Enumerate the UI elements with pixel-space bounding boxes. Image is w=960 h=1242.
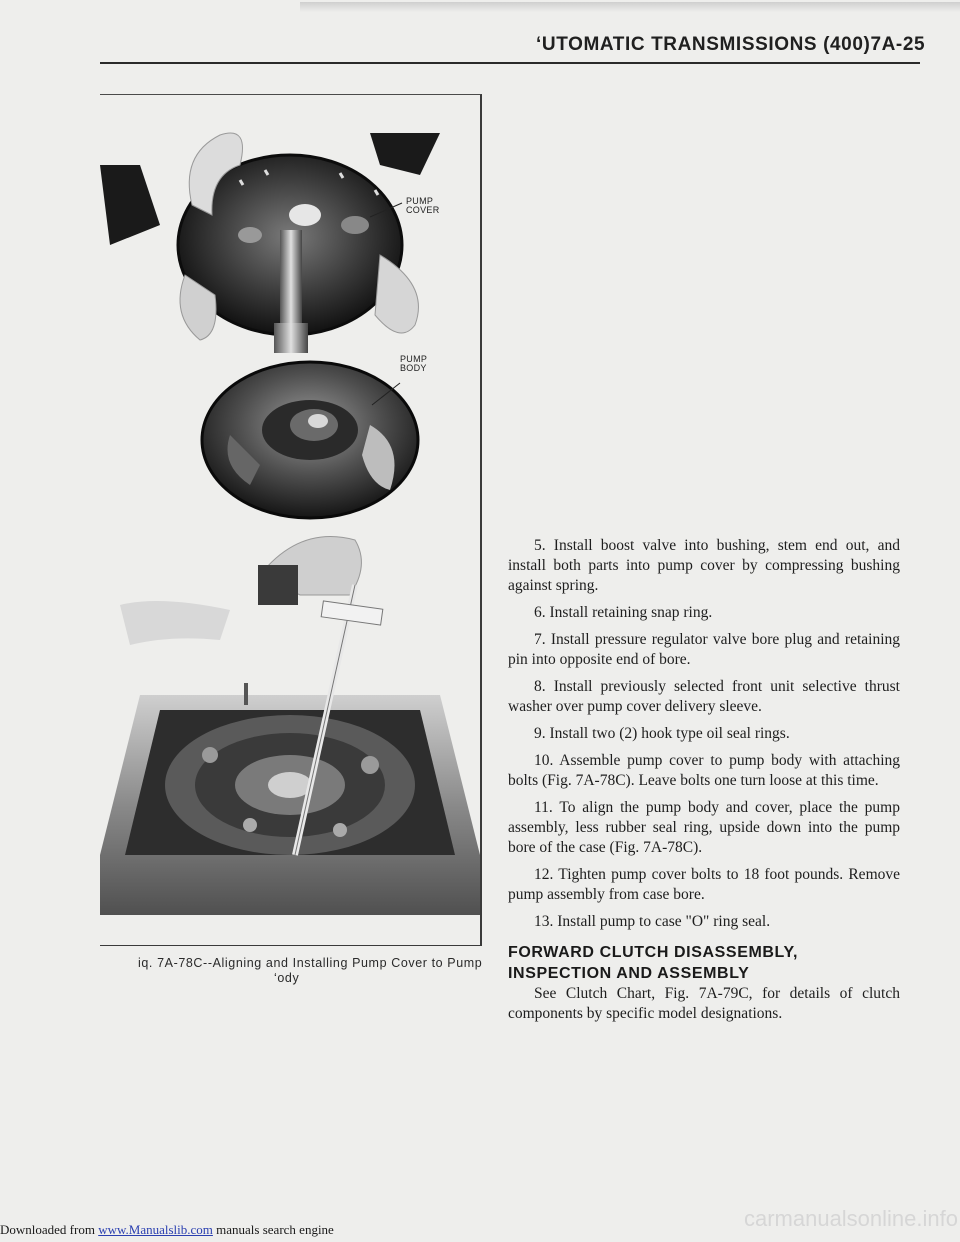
step-12: 12. Tighten pump cover bolts to 18 foot pounds. Remove pump assembly from case bore. <box>508 866 900 903</box>
instruction-text <box>508 536 900 1031</box>
step-13: 13. Install pump to case "O" ring seal. <box>534 913 771 930</box>
figure-caption-line2: ‘ody <box>274 971 300 985</box>
step-11: 11. To align the pump body and cover, place the pump assembly, less rubber seal ring, upside down into the pump bore of the case (Fig. 7A-78C). <box>508 799 900 856</box>
section-heading <box>508 942 900 984</box>
figure-frame <box>100 94 482 946</box>
step-5: 5. Install boost valve into bushing, stem end out, and install both parts into pump cover by compressing bushing against spring. <box>508 537 900 594</box>
footer-prefix: Downloaded from <box>0 1222 99 1237</box>
figure-caption <box>138 956 498 986</box>
pump-body-callout-line2: BODY <box>400 363 427 373</box>
pump-body-photo <box>202 362 418 518</box>
page-header: ‘UTOMATIC TRANSMISSIONS (400)7A-25 <box>536 34 926 55</box>
step-8: 8. Install previously selected front unit selective thrust washer over pump cover delivery sleeve. <box>508 678 900 715</box>
case-alignment-photo <box>100 537 480 915</box>
scan-shadow <box>300 2 960 12</box>
pump-cover-callout-line2: COVER <box>406 205 440 215</box>
pump-cover-photo <box>100 95 480 355</box>
footer-suffix: manuals search engine <box>212 1222 334 1237</box>
section-paragraph: See Clutch Chart, Fig. 7A-79C, for details of clutch components by specific model designations. <box>508 985 900 1022</box>
section-heading-line1: FORWARD CLUTCH DISASSEMBLY, <box>508 944 798 961</box>
figure-caption-line1: iq. 7A-78C--Aligning and Installing Pump Cover to Pump <box>138 956 483 970</box>
pump-body-callout <box>400 355 427 373</box>
watermark-text: carmanualsonline.info <box>743 1206 958 1231</box>
step-9: 9. Install two (2) hook type oil seal rings. <box>534 725 790 742</box>
pump-cover-callout <box>406 197 440 215</box>
pump-body-callout-line1: PUMP <box>400 354 428 364</box>
pump-assembly-photo <box>100 95 480 945</box>
step-7: 7. Install pressure regulator valve bore plug and retaining pin into opposite end of bore. <box>508 631 900 668</box>
section-heading-line2: INSPECTION AND ASSEMBLY <box>508 965 750 982</box>
pump-cover-callout-line1: PUMP <box>406 196 434 206</box>
download-footer <box>0 1222 334 1238</box>
header-rule <box>100 62 920 64</box>
step-6: 6. Install retaining snap ring. <box>534 604 713 621</box>
step-10: 10. Assemble pump cover to pump body with attaching bolts (Fig. 7A-78C). Leave bolts one turn loose at this time. <box>508 752 900 789</box>
manualslib-link[interactable]: www.Manualslib.com <box>98 1222 213 1237</box>
